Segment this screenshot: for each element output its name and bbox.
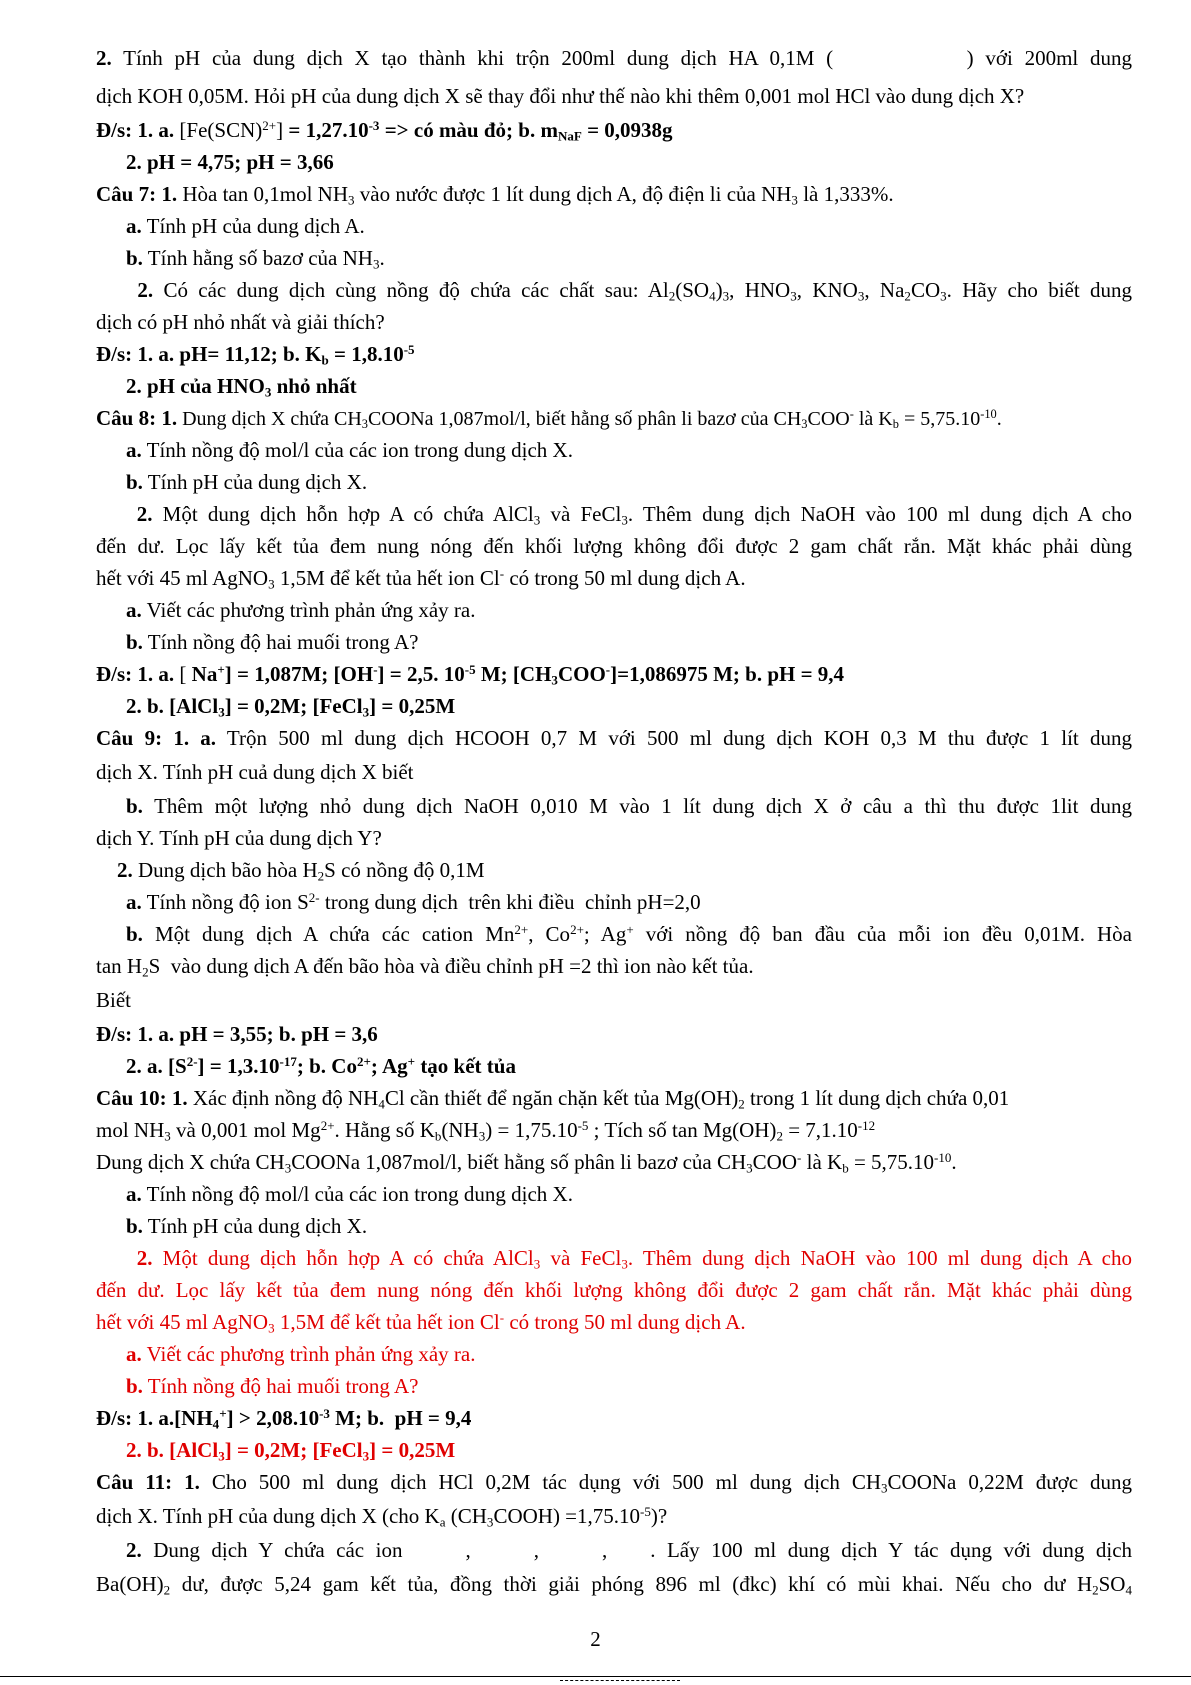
text-line: Biết bbox=[96, 988, 131, 1012]
text-line: b. Tính nồng độ hai muối trong A? bbox=[126, 630, 419, 654]
text-line: b. Tính hằng số bazơ của $NH_3$. bbox=[126, 246, 385, 272]
footer-dashed-rule bbox=[560, 1680, 680, 1681]
text-line: $Ba(OH)_2$ dư, được 5,24 gam kết tủa, đồng thời giải phóng 896 ml (đkc) khí có mùi khai. Nếu cho dư $H_2SO_4$ bbox=[96, 1572, 1132, 1598]
text-line: hết với 45 ml AgNO$_3$ 1,5M để kết tủa hết ion Cl- có trong 50 ml dung dịch A. bbox=[96, 1309, 746, 1336]
text-line: a. Tính nồng độ mol/l của các ion trong dung dịch X. bbox=[126, 438, 573, 462]
text-line: hết với 45 ml AgNO$_3$ 1,5M để kết tủa hết ion Cl- có trong 50 ml dung dịch A. bbox=[96, 565, 746, 592]
text-line: 2. Dung dịch bão hòa $H_2S$ có nồng độ 0,1M bbox=[117, 858, 485, 884]
text-line: Câu 10: 1. Xác định nồng độ $NH_4Cl$ cần thiết để ngăn chặn kết tủa $Mg(OH)_2$ trong 1 lít dung dịch chứa 0,01 bbox=[96, 1086, 1010, 1112]
text-line: a. Viết các phương trình phản ứng xảy ra. bbox=[126, 598, 476, 622]
text-line: $\tan H_2S$ vào dung dịch A đến bão hòa và điều chỉnh pH =2 thì ion nào kết tủa. bbox=[96, 954, 754, 980]
text-line: mol $NH_3$ và 0,001 mol $Mg^{2+}$. Hằng số $K_b(NH_3) = 1,75.10^{-5}$ ; Tích số $\tan Mg(OH)_2 = 7,1.10^{-12}$ bbox=[96, 1117, 876, 1144]
text-line: 2. pH của $HNO_3$ nhỏ nhất bbox=[126, 374, 357, 400]
text-line: Đ/s: 1. $a.[NH_4^+] > 2,08.10^{-3}$ M; b. pH = 9,4 bbox=[96, 1405, 472, 1432]
text-line: b. Tính pH của dung dịch X. bbox=[126, 1214, 368, 1238]
text-line: 2. pH = 4,75; pH = 3,66 bbox=[126, 150, 334, 174]
text-line: đến dư. Lọc lấy kết tủa đem nung nóng đến khối lượng không đổi được 2 gam chất rắn. Mặt khác phải dùng bbox=[96, 534, 1132, 558]
text-line: 2. Có các dung dịch cùng nồng độ chứa các chất sau: $Al_2(SO_4)_3$, $HNO_3$, $KNO_3$, $Na_2CO_3$. Hãy cho biết dung bbox=[137, 278, 1133, 304]
text-line: a. Tính nồng độ ion $S^{2-}$ trong dung dịch trên khi điều chỉnh pH=2,0 bbox=[126, 889, 701, 914]
text-line: a. Tính pH của dung dịch A. bbox=[126, 214, 365, 238]
text-line: 2. Dung dịch Y chứa các ion , , , . Lấy 100 ml dung dịch Y tác dụng với dung dịch bbox=[126, 1538, 1133, 1562]
text-line: Đ/s: 1. a. pH = 3,55; b. pH = 3,6 bbox=[96, 1022, 378, 1046]
text-line: b. Một dung dịch A chứa các cation $Mn^{2+}$, $Co^{2+}$; Ag+ với nồng độ ban đầu của mỗi ion đều 0,01M. Hòa bbox=[126, 921, 1132, 946]
page-number: 2 bbox=[590, 1627, 601, 1651]
text-line: dịch Y. Tính pH của dung dịch Y? bbox=[96, 826, 382, 850]
text-line: b. Tính nồng độ hai muối trong A? bbox=[126, 1374, 419, 1398]
text-line: Đ/s: 1. a. $[Fe(SCN)^{2+}] = 1,27.10^{-3}$ => có màu đỏ; b. $m_{NaF} = 0,0938g$ bbox=[96, 117, 673, 144]
text-line: Câu 11: 1. Cho 500 ml dung dịch HCl 0,2M tác dụng với 500 ml dung dịch $CH_3COONa$ 0,22M được dung bbox=[96, 1470, 1132, 1496]
text-line: 2. b. [AlCl$_3$] = 0,2M; [FeCl$_3$] = 0,25M bbox=[126, 694, 456, 720]
text-line: đến dư. Lọc lấy kết tủa đem nung nóng đến khối lượng không đổi được 2 gam chất rắn. Mặt khác phải dùng bbox=[96, 1278, 1132, 1302]
text-line: b. Thêm một lượng nhỏ dung dịch NaOH 0,010 M vào 1 lít dung dịch X ở câu a thì thu được 1lit dung bbox=[126, 794, 1132, 818]
text-line: dịch X. Tính pH cuả dung dịch X biết bbox=[96, 760, 414, 784]
text-line: Câu 9: 1. a. Trộn 500 ml dung dịch HCOOH 0,7 M với 500 ml dung dịch KOH 0,3 M thu được 1 lít dung bbox=[96, 726, 1132, 750]
text-line: dịch X. Tính pH của dung dịch X (cho $K_a$ $(CH_3COOH) =1,75.10^{-5}$)? bbox=[96, 1503, 668, 1530]
text-line: a. Tính nồng độ mol/l của các ion trong dung dịch X. bbox=[126, 1182, 573, 1206]
text-line: Câu 7: 1. Hòa tan 0,1mol $NH_3$ vào nước được 1 lít dung dịch A, độ điện li của $NH_3$ là 1,333%. bbox=[96, 182, 894, 208]
text-line: dịch có pH nhỏ nhất và giải thích? bbox=[96, 310, 385, 334]
text-line: a. Viết các phương trình phản ứng xảy ra. bbox=[126, 1342, 476, 1366]
text-line: Đ/s: 1. a. [ Na+] = 1,087M; [OH-] = 2,5. $10^{-5}$ M; $[CH_3COO^-]=1,086975$ M; b. pH = 9,4 bbox=[96, 661, 845, 688]
text-line: Đ/s: 1. a. pH= 11,12; b. $K_b = 1,8.10^{-5}$ bbox=[96, 341, 415, 368]
text-line: 2. Một dung dịch hỗn hợp A có chứa AlCl$_3$ và FeCl$_3$. Thêm dung dịch NaOH vào 100 ml dung dịch A cho bbox=[136, 502, 1132, 528]
text-line: Dung dịch X chứa $CH_3COONa$ 1,087mol/l, biết hằng số phân li bazơ của $CH_3COO^-$ là $K_b = 5,75.10^{-10}$. bbox=[96, 1149, 957, 1176]
text-line: 2. Tính pH của dung dịch X tạo thành khi trộn 200ml dung dịch HA 0,1M ( ) với 200ml dung bbox=[96, 46, 1132, 70]
text-line: 2. Một dung dịch hỗn hợp A có chứa AlCl$_3$ và FeCl$_3$. Thêm dung dịch NaOH vào 100 ml dung dịch A cho bbox=[136, 1246, 1132, 1272]
text-line: 2. a. $[S^{2-}] = 1,3.10^{-17}$; b. $Co^{2+}$; Ag+ tạo kết tủa bbox=[126, 1053, 516, 1078]
text-line: 2. b. [AlCl$_3$] = 0,2M; [FeCl$_3$] = 0,25M bbox=[126, 1438, 456, 1464]
text-line: Câu 8: 1. Dung dịch X chứa $CH_3COONa$ 1,087mol/l, biết hằng số phân li bazơ của $CH_3COO^-$ là $K_b = 5,75.10^{-10}$. bbox=[96, 406, 1002, 432]
text-line: b. Tính pH của dung dịch X. bbox=[126, 470, 368, 494]
footer-rule bbox=[0, 1676, 1191, 1677]
text-line: dịch KOH 0,05M. Hỏi pH của dung dịch X sẽ thay đổi như thế nào khi thêm 0,001 mol HCl vào dung dịch X? bbox=[96, 84, 1025, 108]
